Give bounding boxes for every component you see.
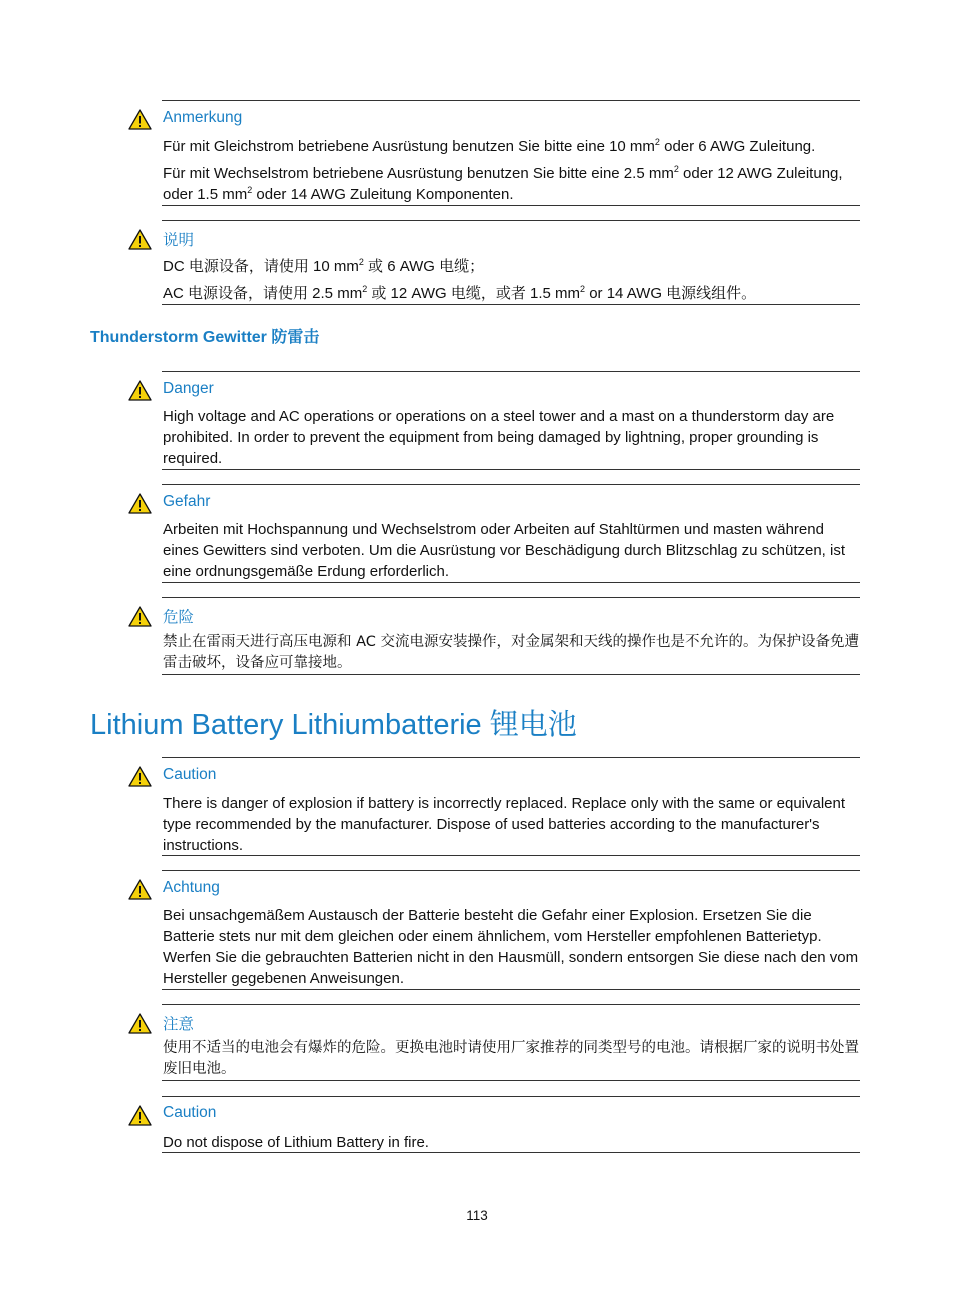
warning-triangle-icon <box>128 229 152 250</box>
note-caution-fire <box>162 1096 860 1153</box>
note-body <box>163 136 861 205</box>
note-line: AC 电源设备，请使用 2.5 $mm^2$ 或 12 AWG 电缆，或者 1.5 $mm^2$ or 14 AWG 电源线组件。 <box>163 284 757 302</box>
note-weixian <box>162 597 860 675</box>
note-title: 说明 <box>163 232 195 249</box>
note-title: 危险 <box>163 609 195 626</box>
note-body: Do not dispose of Lithium Battery in fire. <box>163 1134 429 1151</box>
warning-triangle-icon <box>128 766 152 787</box>
note-body: There is danger of explosion if battery is incorrectly replaced. Replace only with the same or equivalent type recommended by the manufacturer. Dispose of used batteries according to the manufacturer's instructions. <box>163 795 846 854</box>
note-body: 使用不适当的电池会有爆炸的危险。更换电池时请使用厂家推荐的同类型号的电池。请根据厂家的说明书处置废旧电池。 <box>163 1040 859 1077</box>
warning-triangle-icon <box>128 493 152 514</box>
note-body: High voltage and AC operations or operations on a steel tower and a mast on a thunderstorm day are prohibited. In order to prevent the equipment from being damaged by lightning, proper grounding is required. <box>163 408 835 467</box>
note-gefahr <box>162 484 860 583</box>
note-danger <box>162 371 860 470</box>
note-title: 注意 <box>163 1016 195 1033</box>
warning-triangle-icon <box>128 1105 152 1126</box>
note-title: Danger <box>163 380 214 397</box>
note-caution-battery <box>162 757 860 856</box>
warning-triangle-icon <box>128 380 152 401</box>
note-body: 禁止在雷雨天进行高压电源和 AC 交流电源安装操作，对金属架和天线的操作也是不允许的。为保护设备免遭雷击破坏，设备应可靠接地。 <box>163 634 860 671</box>
page-number: 113 <box>466 1208 488 1223</box>
note-title: Caution <box>163 1104 217 1121</box>
warning-triangle-icon <box>128 606 152 627</box>
warning-triangle-icon <box>128 109 152 130</box>
section-heading-thunderstorm: Thunderstorm Gewitter 防雷击 <box>90 329 320 346</box>
warning-triangle-icon <box>128 879 152 900</box>
note-title: Achtung <box>163 879 220 896</box>
warning-triangle-icon <box>128 1013 152 1034</box>
note-shuoming <box>162 220 860 305</box>
note-title: Caution <box>163 766 217 783</box>
note-anmerkung <box>162 100 860 206</box>
note-line: Für mit Gleichstrom betriebene Ausrüstung benutzen Sie bitte eine 10 $mm^2$ oder 6 AWG Zuleitung. <box>163 137 816 155</box>
note-body: Bei unsachgemäßem Austausch der Batterie besteht die Gefahr einer Explosion. Ersetzen Sie die Batterie stets nur mit dem gleichen oder einem ähnlichem, vom Hersteller empfohlenen Batterietyp. Werfen Sie die gebrauchten Batterien nicht in den Hausmüll, sondern entsorgen Sie diese nach den vom Hersteller gegebenen Anweisungen. <box>163 907 859 987</box>
note-line: Für mit Wechselstrom betriebene Ausrüstung benutzen Sie bitte eine 2.5 $mm^2$ oder 12 AWG Zuleitung, oder 1.5 $mm^2$ oder 14 AWG Zuleitung Komponenten. <box>163 164 843 203</box>
section-heading-lithium-battery: Lithium Battery Lithiumbatterie 锂电池 <box>90 709 577 741</box>
note-body <box>163 256 861 304</box>
note-title: Gefahr <box>163 493 211 510</box>
note-body: Arbeiten mit Hochspannung und Wechselstrom oder Arbeiten auf Stahltürmen und masten während eines Gewitters sind verboten. Um die Ausrüstung vor Beschädigung durch Blitzschlag zu schützen, ist eine ordnungsgemäße Erdung erforderlich. <box>163 521 846 580</box>
note-title: Anmerkung <box>163 109 243 126</box>
note-line: DC 电源设备，请使用 10 $mm^2$ 或 6 AWG 电缆； <box>163 257 485 275</box>
note-achtung <box>162 870 860 990</box>
note-zhuyi <box>162 1004 860 1081</box>
